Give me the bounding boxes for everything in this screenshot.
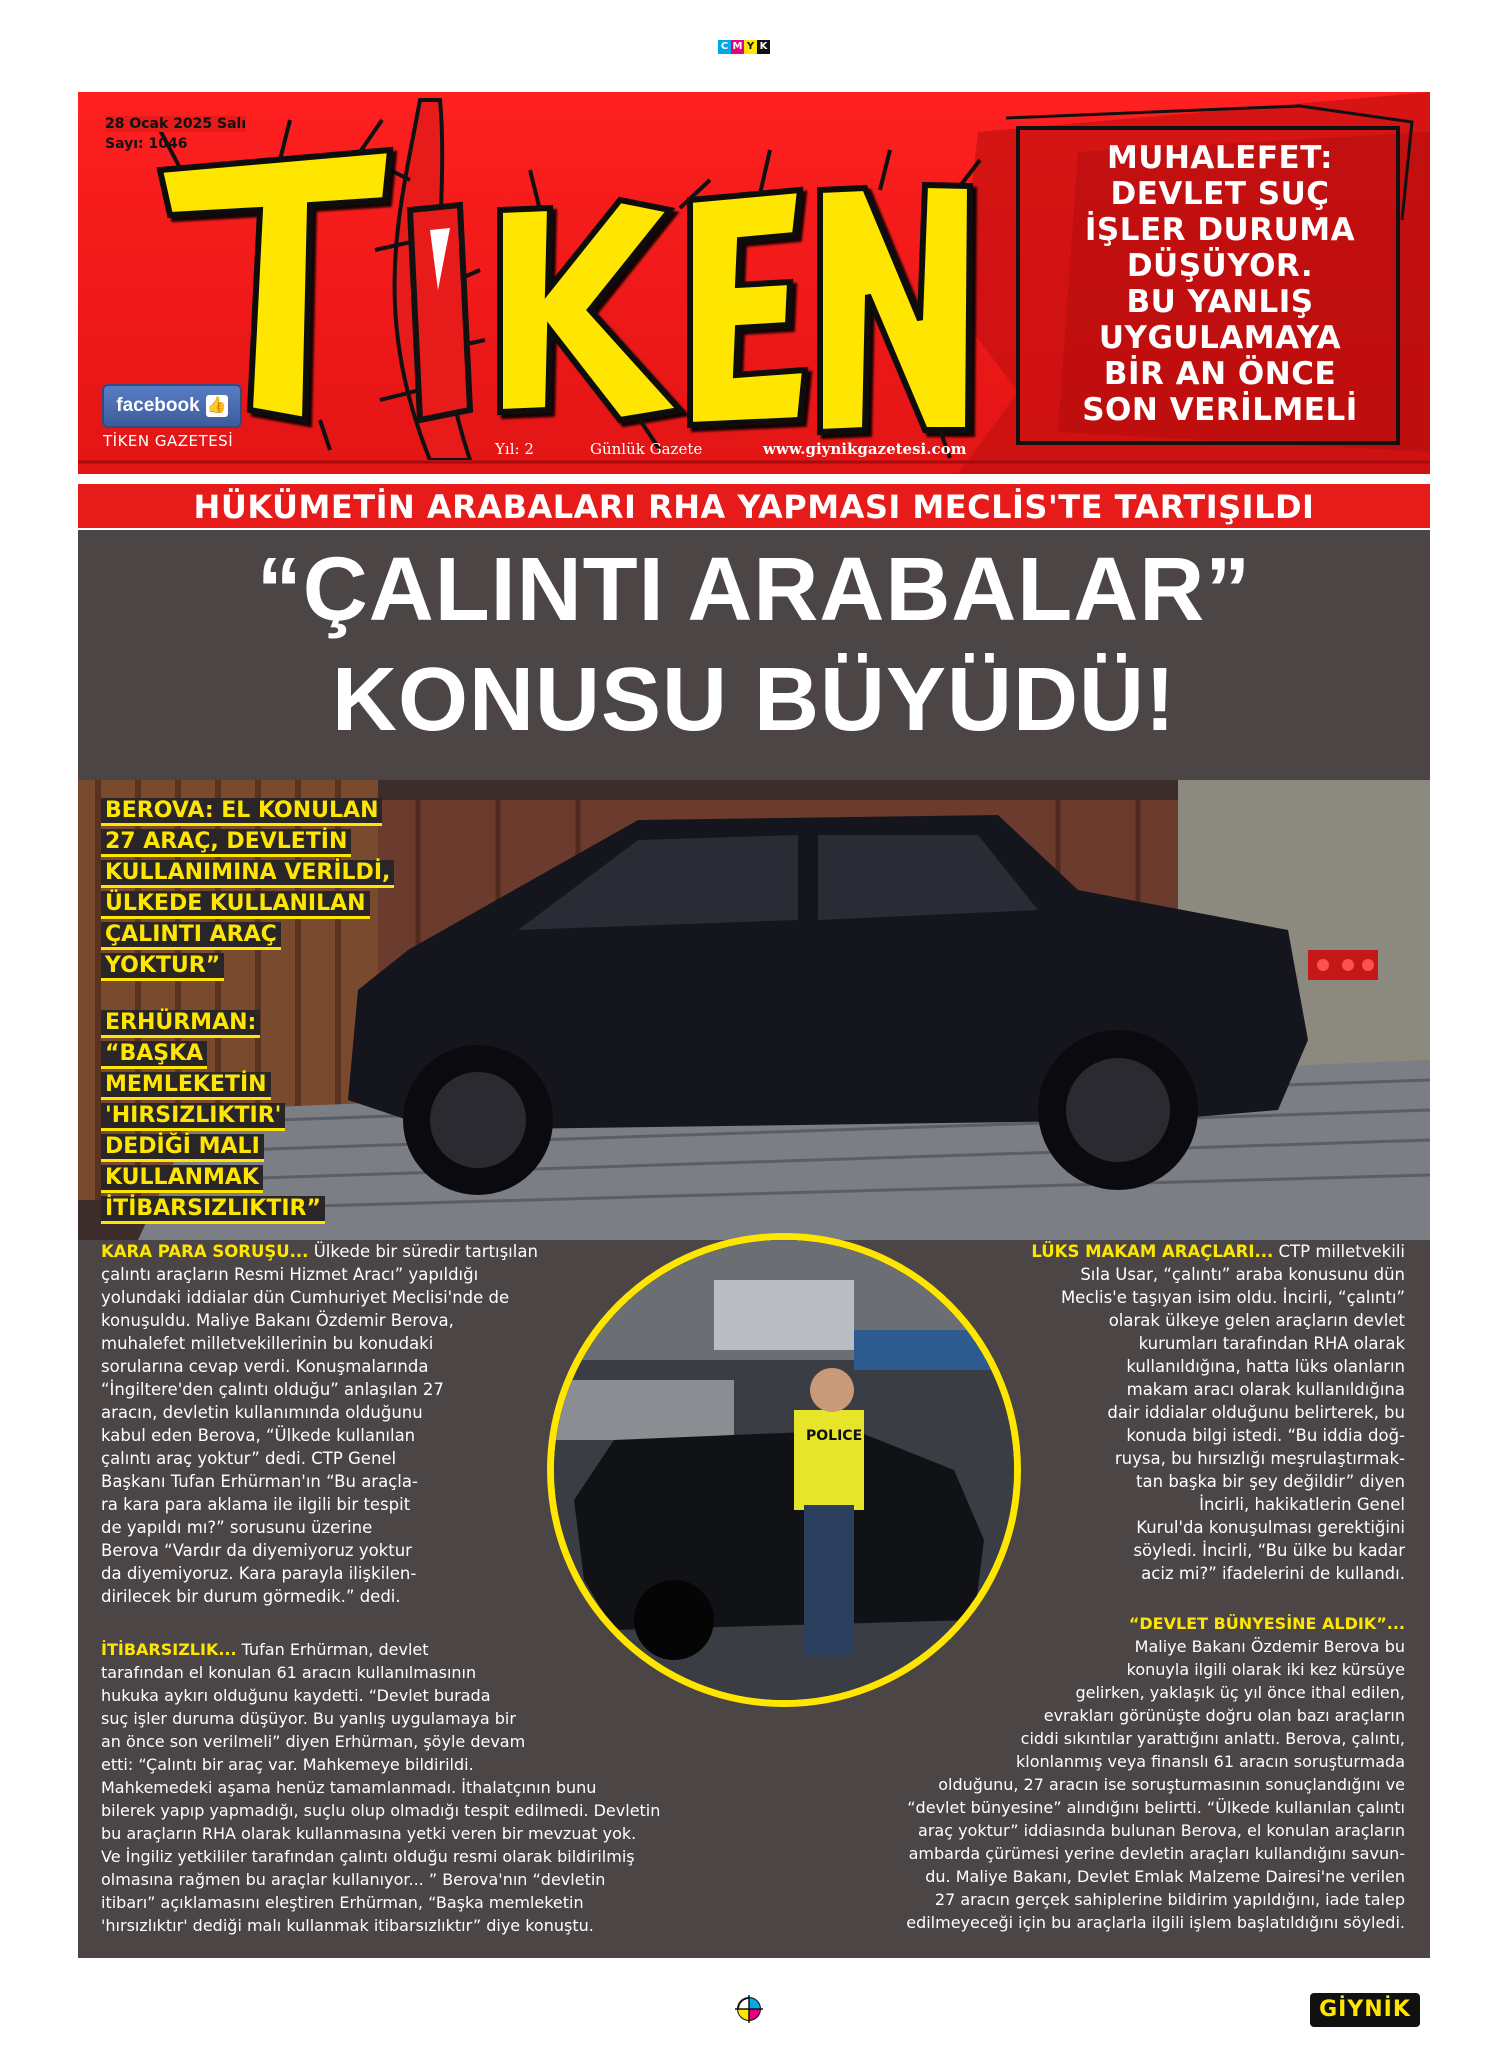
article-line: 'hırsızlıktır' dediği malı kullanmak itibarsızlıktır” diye konuştu. — [101, 1916, 594, 1935]
article-line: Berova “Vardır da diyemiyoruz yoktur — [101, 1541, 412, 1560]
article-line: ra kara para aklama ile ilgili bir tespit — [101, 1495, 411, 1514]
article-line: olarak ülkeye gelen araçların devlet — [1108, 1311, 1405, 1330]
promo-line: BİR AN ÖNCE — [1103, 356, 1337, 392]
gazette-label: TİKEN GAZETESİ — [103, 432, 234, 450]
article-kicker: İTİBARSIZLIK... — [101, 1640, 237, 1659]
article-line: ciddi sıkıntılar yarattığını anlattı. Berova, çalıntı, — [1020, 1729, 1405, 1748]
article-line: etti: “Çalıntı bir araç var. Mahkemeye bildirildi. — [101, 1755, 474, 1774]
article-line: “İngiltere'den çalıntı olduğu” anlaşılan 27 — [101, 1380, 444, 1399]
article-line: evrakları görünüşte doğru olan bazı araçların — [1043, 1706, 1405, 1725]
website-link[interactable]: www.giynikgazetesi.com — [763, 440, 967, 458]
article-line: dair iddialar olduğunu belirterek, bu — [1107, 1403, 1405, 1422]
subhead-line: ERHÜRMAN: — [101, 1010, 260, 1038]
article-kara-para — [101, 1240, 661, 1608]
article-line: de yapıldı mı?” sorusunu üzerine — [101, 1518, 373, 1537]
article-line: sorularına cevap verdi. Konuşmalarında — [101, 1357, 429, 1376]
promo-line: İŞLER DURUMA — [1084, 212, 1356, 248]
facebook-button[interactable] — [102, 384, 242, 428]
article-line: makam aracı olarak kullanıldığına — [1126, 1380, 1405, 1399]
cmyk-marks — [718, 40, 770, 54]
article-line: “devlet bünyesine” alındığını belirtti. “Ülkede kullanılan çalıntı — [907, 1798, 1405, 1817]
promo-text — [1030, 140, 1410, 428]
paper-type: Günlük Gazete — [590, 440, 703, 458]
article-line: Tufan Erhürman, devlet — [236, 1640, 429, 1659]
promo-line: DÜŞÜYOR. — [1126, 248, 1314, 284]
giynik-logo: GİYNİK — [1310, 1993, 1420, 2027]
subhead-line: DEDİĞİ MALI — [101, 1134, 264, 1162]
article-line: ambarda çürümesi yerine devletin araçları kullandığını savun- — [908, 1844, 1405, 1863]
facebook-label: facebook — [116, 395, 200, 416]
article-kicker: KARA PARA SORUŞU... — [101, 1242, 309, 1261]
article-line: ruysa, bu hırsızlığı meşrulaştırmak- — [1114, 1449, 1405, 1468]
subhead-line: “BAŞKA — [101, 1041, 207, 1069]
article-line: kurumları tarafından RHA olarak — [1138, 1334, 1405, 1353]
article-line: aracın, devletin kullanımında olduğunu — [101, 1403, 423, 1422]
headline-line-1: “ÇALINTI ARABALAR” — [256, 540, 1252, 640]
article-line: Meclis'e taşıyan isim oldu. İncirli, “çalıntı” — [1060, 1288, 1405, 1307]
article-devlet-bunyesine — [780, 1612, 1405, 1934]
subhead-line: ÜLKEDE KULLANILAN — [101, 891, 370, 919]
article-line: aciz mi?” ifadelerini de kullandı. — [1141, 1564, 1405, 1583]
promo-line: DEVLET SUÇ — [1110, 176, 1330, 212]
article-line: söyledi. İncirli, “Bu ülke bu kadar — [1133, 1541, 1405, 1560]
article-line: çalıntı araçların Resmi Hizmet Aracı” yapıldığı — [101, 1265, 479, 1284]
article-line: edilmeyeceği için bu araçlarla ilgili işlem başlatıldığını söyledi. — [906, 1913, 1405, 1932]
promo-line: BU YANLIŞ — [1126, 284, 1314, 320]
subhead-erhurman — [101, 1007, 401, 1224]
article-line: 27 aracın gerçek sahiplerine bildirim yapıldığını, iade talep — [934, 1890, 1405, 1909]
article-line: Kurul'da konuşulması gerektiğini — [1136, 1518, 1405, 1537]
article-line: hukuka aykırı olduğunu kaydetti. “Devlet burada — [101, 1686, 491, 1705]
article-line: suç işler duruma düşüyor. Bu yanlış uygulamaya bir — [101, 1709, 516, 1728]
tiken-logo — [120, 90, 990, 460]
article-line: muhalefet milletvekillerinin bu konudaki — [101, 1334, 434, 1353]
article-line: yolundaki iddialar dün Cumhuriyet Meclisi'nde de — [101, 1288, 510, 1307]
article-line: konuşuldu. Maliye Bakanı Özdemir Berova, — [101, 1311, 454, 1330]
thumbs-up-icon: 👍 — [206, 395, 228, 417]
article-kicker: “DEVLET BÜNYESİNE ALDIK”... — [1128, 1614, 1405, 1633]
subhead-line: İTİBARSIZLIKTIR” — [101, 1196, 325, 1224]
promo-line: MUHALEFET: — [1106, 140, 1334, 176]
subhead-line: ÇALINTI ARAÇ — [101, 922, 281, 950]
cmyk-c: C — [718, 40, 731, 54]
article-line: tarafından el konulan 61 aracın kullanılmasının — [101, 1663, 477, 1682]
article-line: çalıntı araç yoktur” dedi. CTP Genel — [101, 1449, 397, 1468]
article-line: kullanıldığına, hatta lüks olanların — [1126, 1357, 1405, 1376]
article-line: konuda bilgi istedi. “Bu iddia doğ- — [1126, 1426, 1405, 1445]
article-line: tan başka bir şey değildir” diyen — [1136, 1472, 1405, 1491]
article-line: gelirken, yaklaşık üç yıl önce ithal edilen, — [1075, 1683, 1405, 1702]
article-line: olduğunu, 27 aracın ise soruşturmasının sonuçlandığını ve — [938, 1775, 1405, 1794]
subhead-line: 27 ARAÇ, DEVLETİN — [101, 829, 351, 857]
headline-line-2: KONUSU BÜYÜDÜ! — [332, 650, 1176, 750]
cmyk-y: Y — [744, 40, 757, 54]
article-line: itibarı” açıklamasını eleştiren Erhürman, “Başka memleketin — [101, 1893, 584, 1912]
promo-line: UYGULAMAYA — [1098, 320, 1342, 356]
subhead-line: KULLANIMINA VERİLDİ, — [101, 860, 394, 888]
police-vest-text: POLICE — [806, 1428, 863, 1444]
article-line: da diyemiyoruz. Kara parayla ilişkilen- — [101, 1564, 417, 1583]
article-line: araç yoktur” iddiasında bulunan Berova, el konulan araçların — [918, 1821, 1405, 1840]
article-line: Ve İngiliz yetkililer tarafından çalıntı olduğu resmi olarak bildirilmiş — [101, 1847, 635, 1866]
article-line: İncirli, hakikatlerin Genel — [1199, 1495, 1405, 1514]
article-line: Ülkede bir süredir tartışılan — [308, 1242, 538, 1261]
subhead-line: YOKTUR” — [101, 953, 224, 981]
article-line: olmasına rağmen bu araçlar kullanıyor... ” Berova'nın “devletin — [101, 1870, 606, 1889]
promo-line: SON VERİLMELİ — [1082, 392, 1358, 428]
cmyk-k: K — [757, 40, 770, 54]
article-line: an önce son verilmeli” diyen Erhürman, şöyle devam — [101, 1732, 526, 1751]
year: Yıl: 2 — [495, 440, 534, 458]
article-line: Maliye Bakanı Özdemir Berova bu — [1134, 1637, 1405, 1656]
article-line: dirilecek bir durum görmedik.” dedi. — [101, 1587, 401, 1606]
top-banner: HÜKÜMETİN ARABALARI RHA YAPMASI MECLİS'TE TARTIŞILDI — [78, 484, 1430, 530]
article-line: du. Maliye Bakanı, Devlet Emlak Malzeme Dairesi'ne verilen — [925, 1867, 1405, 1886]
article-line: kabul eden Berova, “Ülkede kullanılan — [101, 1426, 416, 1445]
article-kicker: LÜKS MAKAM ARAÇLARI... — [1031, 1242, 1274, 1261]
article-itibarsizlik — [101, 1638, 781, 1937]
article-luks-makam — [900, 1240, 1405, 1585]
cmyk-m: M — [732, 41, 743, 52]
article-line: bu araçların RHA olarak kullanmasına yetki veren bir mevzuat yok. — [101, 1824, 637, 1843]
subhead-berova — [101, 795, 461, 981]
registration-mark-icon — [735, 1995, 763, 2023]
article-line: Başkanı Tufan Erhürman'ın “Bu araçla- — [101, 1472, 418, 1491]
article-line: konuyla ilgili olarak iki kez kürsüye — [1126, 1660, 1405, 1679]
date: 28 Ocak 2025 Salı — [105, 116, 247, 132]
article-line: CTP milletvekili — [1273, 1242, 1405, 1261]
issue-number: Sayı: 1046 — [105, 136, 188, 152]
article-line: klonlanmış veya finanslı 61 aracın soruşturmada — [1016, 1752, 1405, 1771]
subhead-line: MEMLEKETİN — [101, 1072, 271, 1100]
subhead-line: KULLANMAK — [101, 1165, 263, 1193]
article-line: bilerek yapıp yapmadığı, suçlu olup olmadığı tespit edilmedi. Devletin — [101, 1801, 661, 1820]
article-line: Sıla Usar, “çalıntı” araba konusunu dün — [1080, 1265, 1405, 1284]
subhead-line: 'HIRSIZLIKTIR' — [101, 1103, 285, 1131]
subhead-line: BEROVA: EL KONULAN — [101, 798, 382, 826]
article-line: Mahkemedeki aşama henüz tamamlanmadı. İthalatçının bunu — [101, 1778, 597, 1797]
